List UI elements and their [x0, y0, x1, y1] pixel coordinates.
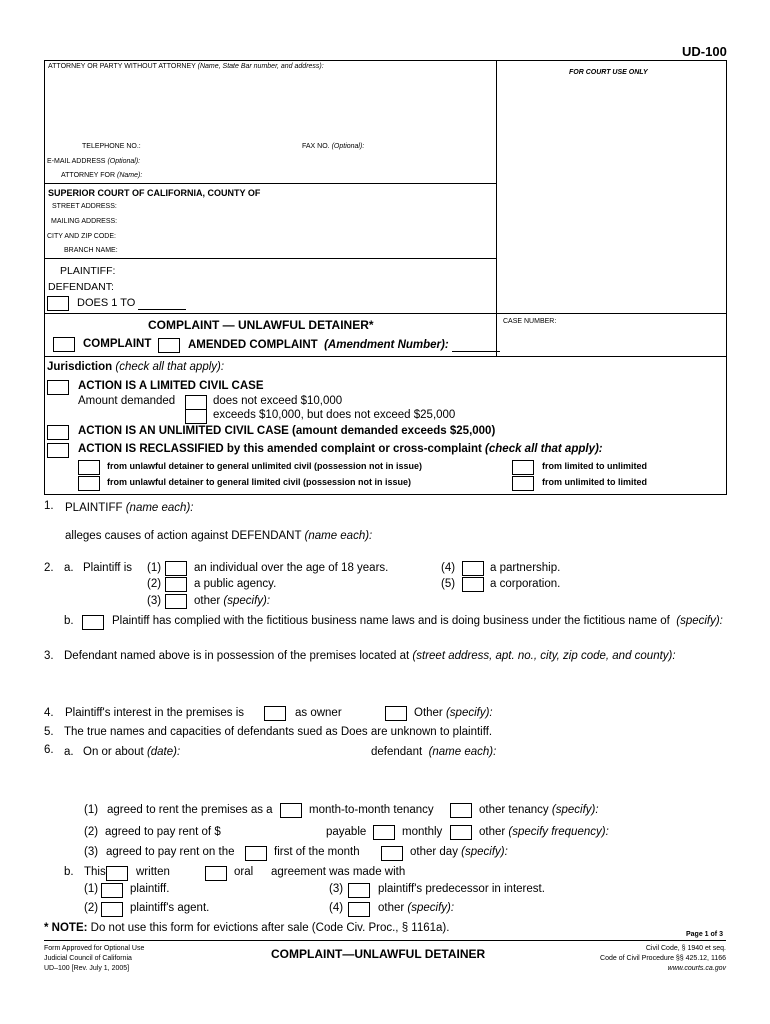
- other-tenancy-checkbox[interactable]: [450, 803, 472, 818]
- city-label: CITY AND ZIP CODE:: [47, 233, 116, 240]
- first-month-label: first of the month: [274, 846, 360, 858]
- item-1-alleges: alleges causes of action against DEFENDANT (name each):: [65, 530, 373, 542]
- to-limited-checkbox[interactable]: [78, 476, 100, 491]
- caption-box: [44, 60, 727, 359]
- note: * NOTE: Do not use this form for evictions after sale (Code Civ. Proc., § 1161a).: [44, 922, 450, 934]
- telephone-label: TELEPHONE NO.:: [82, 143, 141, 150]
- other-frequency-checkbox[interactable]: [450, 825, 472, 840]
- limited-to-unlimited-label: from limited to unlimited: [542, 461, 647, 471]
- complaint-checkbox[interactable]: [53, 337, 75, 352]
- fictitious-label: Plaintiff has complied with the fictitious business name laws and is doing business under the fictitious name of (specify):: [112, 615, 723, 627]
- item-1-plaintiff: PLAINTIFF (name each):: [65, 502, 194, 514]
- footer-rule: [44, 940, 726, 941]
- attorney-for-label: ATTORNEY FOR (Name):: [61, 172, 143, 179]
- public-agency-label: a public agency.: [194, 578, 277, 590]
- reclassified-checkbox[interactable]: [47, 443, 69, 458]
- monthly-label: monthly: [402, 826, 443, 838]
- premises-label: Defendant named above is in possession of the premises located at (street address, apt. no., city, zip code, and county):: [64, 650, 676, 662]
- agreement-made-label: agreement was made with: [271, 866, 406, 878]
- interest-other-checkbox[interactable]: [385, 706, 407, 721]
- jurisdiction-label: Jurisdiction (check all that apply):: [47, 361, 225, 373]
- as-owner-label: as owner: [295, 707, 342, 719]
- public-agency-checkbox[interactable]: [165, 577, 187, 592]
- limited-checkbox[interactable]: [47, 380, 69, 395]
- agreed-rent-label: agreed to rent the premises as a: [107, 804, 273, 816]
- corporation-checkbox[interactable]: [462, 577, 484, 592]
- other-entity-label: other (specify):: [194, 595, 271, 607]
- oral-checkbox[interactable]: [205, 866, 227, 881]
- item-2a: a.: [64, 562, 74, 574]
- footer-civil-code: Civil Code, § 1940 et seq.: [645, 945, 726, 952]
- unlimited-to-limited-checkbox[interactable]: [512, 476, 534, 491]
- to-unlimited-checkbox[interactable]: [78, 460, 100, 475]
- interest-other-label: Other (specify):: [414, 707, 493, 719]
- made-plaintiff-checkbox[interactable]: [101, 883, 123, 898]
- individual-checkbox[interactable]: [165, 561, 187, 576]
- limited-label: ACTION IS A LIMITED CIVIL CASE: [78, 380, 264, 392]
- item-2b: b.: [64, 615, 74, 627]
- footer-rev: UD–100 [Rev. July 1, 2005]: [44, 965, 130, 972]
- fictitious-checkbox[interactable]: [82, 615, 104, 630]
- branch-label: BRANCH NAME:: [64, 247, 118, 254]
- footer-council: Judicial Council of California: [44, 955, 132, 962]
- defendant-label: DEFENDANT:: [48, 281, 114, 293]
- made-other-label: other (specify):: [378, 902, 455, 914]
- on-about-label: On or about (date):: [83, 746, 181, 758]
- oral-label: oral: [234, 866, 254, 878]
- plaintiff-is-label: Plaintiff is: [83, 562, 133, 574]
- predecessor-label: plaintiff's predecessor in interest.: [378, 883, 545, 895]
- form-title: COMPLAINT — UNLAWFUL DETAINER*: [148, 318, 374, 332]
- limited-to-unlimited-checkbox[interactable]: [512, 460, 534, 475]
- agreed-pay-label: agreed to pay rent of $: [105, 826, 221, 838]
- agreed-pay-on-label: agreed to pay rent on the: [106, 846, 235, 858]
- first-month-checkbox[interactable]: [245, 846, 267, 861]
- item-5-number: 5.: [44, 726, 54, 738]
- not-exceed-checkbox[interactable]: [185, 395, 207, 410]
- payable-label: payable: [326, 826, 367, 838]
- unlimited-to-limited-label: from unlimited to limited: [542, 477, 647, 487]
- other-entity-checkbox[interactable]: [165, 594, 187, 609]
- complaint-label: COMPLAINT: [83, 338, 152, 350]
- footer-approved: Form Approved for Optional Use: [44, 945, 145, 952]
- monthly-checkbox[interactable]: [373, 825, 395, 840]
- plaintiff-label: PLAINTIFF:: [60, 265, 116, 277]
- other-day-checkbox[interactable]: [381, 846, 403, 861]
- email-label: E-MAIL ADDRESS (Optional):: [47, 158, 141, 165]
- to-unlimited-label: from unlawful detainer to general unlimited civil (possession not in issue): [107, 461, 423, 471]
- predecessor-checkbox[interactable]: [348, 883, 370, 898]
- footer-website[interactable]: www.courts.ca.gov: [667, 965, 726, 972]
- amended-checkbox[interactable]: [158, 338, 180, 353]
- other-tenancy-label: other tenancy (specify):: [479, 804, 599, 816]
- not-exceed-label: does not exceed $10,000: [213, 395, 343, 407]
- made-agent-checkbox[interactable]: [101, 902, 123, 917]
- month-to-month-checkbox[interactable]: [280, 803, 302, 818]
- other-frequency-label: other (specify frequency):: [479, 826, 609, 838]
- footer-ccp: Code of Civil Procedure §§ 425.12, 1166: [600, 955, 726, 962]
- exceeds-label: exceeds $10,000, but does not exceed $25,000: [213, 409, 456, 421]
- item-6-number: 6.: [44, 744, 54, 756]
- form-id: UD-100: [682, 44, 727, 59]
- amended-label: AMENDED COMPLAINT (Amendment Number):: [188, 339, 500, 352]
- amount-demanded-label: Amount demanded: [78, 395, 176, 407]
- court-use-label: FOR COURT USE ONLY: [569, 69, 648, 76]
- corporation-label: a corporation.: [490, 578, 561, 590]
- item-2-number: 2.: [44, 562, 54, 574]
- street-label: STREET ADDRESS:: [52, 203, 117, 210]
- fax-label: FAX NO. (Optional):: [302, 143, 365, 150]
- to-limited-label: from unlawful detainer to general limited civil (possession not in issue): [107, 477, 412, 487]
- reclassified-label: ACTION IS RECLASSIFIED by this amended complaint or cross-complaint (check all that apply):: [78, 443, 603, 455]
- item-1-number: 1.: [44, 500, 54, 512]
- defendant-name-label: defendant (name each):: [371, 746, 497, 758]
- case-number-label: CASE NUMBER:: [503, 318, 557, 325]
- this-label: This: [84, 866, 106, 878]
- unlimited-label: ACTION IS AN UNLIMITED CIVIL CASE (amount demanded exceeds $25,000): [78, 425, 496, 437]
- item-6b: b.: [64, 866, 74, 878]
- made-agent-label: plaintiff's agent.: [130, 902, 210, 914]
- court-title: SUPERIOR COURT OF CALIFORNIA, COUNTY OF: [48, 188, 261, 198]
- written-label: written: [136, 866, 170, 878]
- unlimited-checkbox[interactable]: [47, 425, 69, 440]
- item-4-number: 4.: [44, 707, 54, 719]
- footer-title: COMPLAINT—UNLAWFUL DETAINER: [271, 947, 486, 961]
- partnership-checkbox[interactable]: [462, 561, 484, 576]
- item-6a: a.: [64, 746, 74, 758]
- attorney-label: ATTORNEY OR PARTY WITHOUT ATTORNEY (Name, State Bar number, and address):: [48, 63, 324, 70]
- individual-label: an individual over the age of 18 years.: [194, 562, 389, 574]
- other-day-label: other day (specify):: [410, 846, 508, 858]
- does-label: DOES 1 TO: [77, 297, 186, 310]
- as-owner-checkbox[interactable]: [264, 706, 286, 721]
- made-plaintiff-label: plaintiff.: [130, 883, 170, 895]
- mailing-label: MAILING ADDRESS:: [51, 218, 118, 225]
- month-to-month-label: month-to-month tenancy: [309, 804, 434, 816]
- true-names-label: The true names and capacities of defendants sued as Does are unknown to plaintiff.: [64, 726, 493, 738]
- written-checkbox[interactable]: [106, 866, 128, 881]
- page-number: Page 1 of 3: [686, 931, 723, 938]
- interest-label: Plaintiff's interest in the premises is: [65, 707, 245, 719]
- does-checkbox[interactable]: [47, 296, 69, 311]
- exceeds-checkbox[interactable]: [185, 409, 207, 424]
- made-other-checkbox[interactable]: [348, 902, 370, 917]
- partnership-label: a partnership.: [490, 562, 561, 574]
- item-3-number: 3.: [44, 650, 54, 662]
